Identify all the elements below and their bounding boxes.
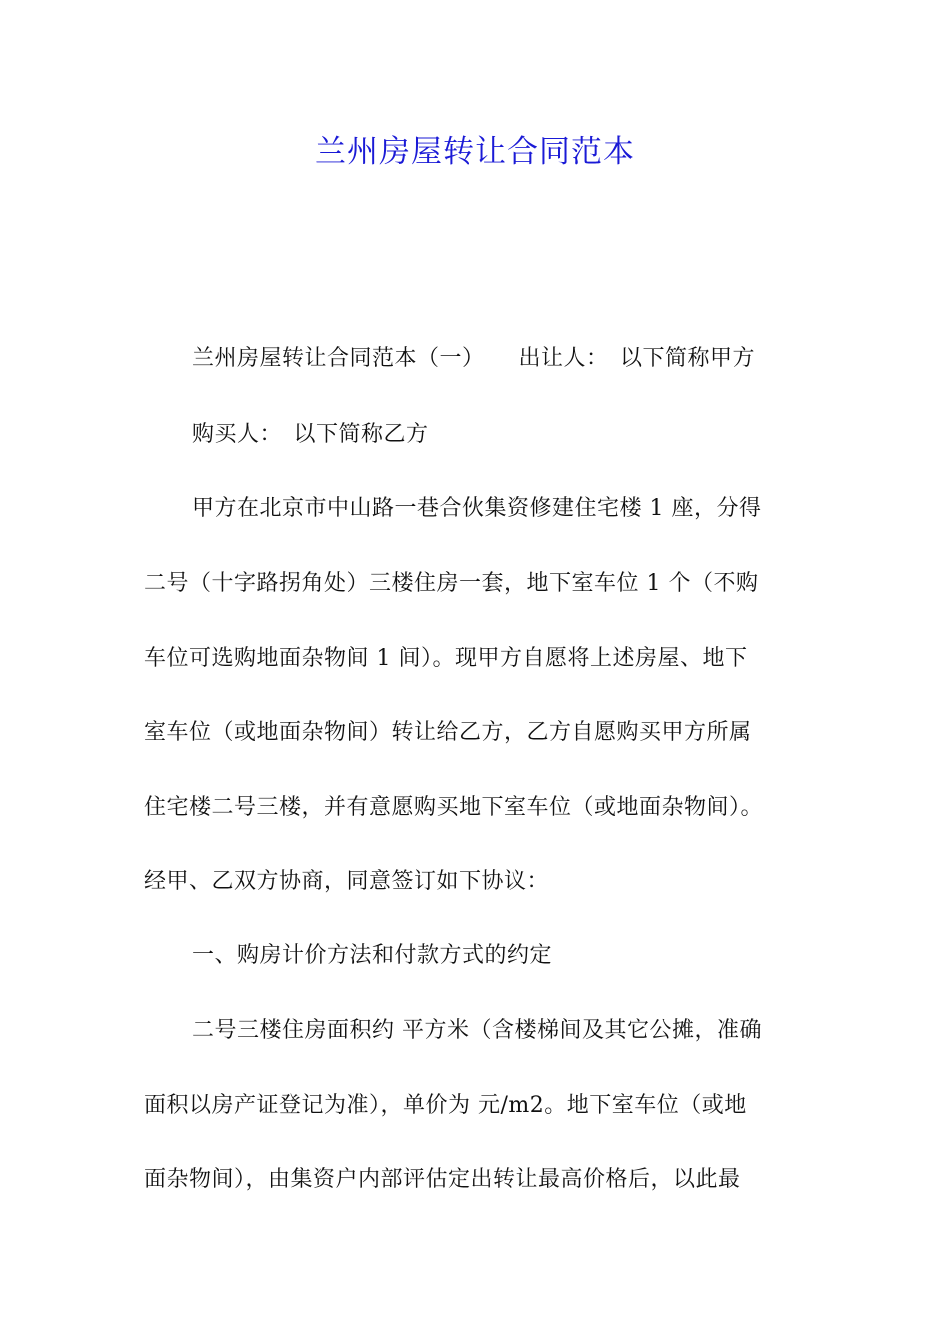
paragraph-line: 购买人： 以下简称乙方 bbox=[192, 422, 429, 447]
paragraph-line: 车位可选购地面杂物间 1 间）。现甲方自愿将上述房屋、地下 bbox=[144, 646, 748, 671]
paragraph-line: 室车位（或地面杂物间）转让给乙方，乙方自愿购买甲方所属 bbox=[144, 720, 752, 745]
document-title: 兰州房屋转让合同范本 bbox=[315, 134, 635, 170]
paragraph-line: 甲方在北京市中山路一巷合伙集资修建住宅楼 1 座，分得 bbox=[192, 496, 762, 521]
paragraph-line: 兰州房屋转让合同范本（一） 出让人： 以下简称甲方 bbox=[192, 346, 756, 371]
paragraph-line: 面积以房产证登记为准），单价为 元/m2。地下室车位（或地 bbox=[144, 1093, 747, 1118]
paragraph-line: 二号三楼住房面积约 平方米（含楼梯间及其它公摊，准确 bbox=[192, 1018, 762, 1043]
paragraph-line: 二号（十字路拐角处）三楼住房一套，地下室车位 1 个（不购 bbox=[144, 571, 759, 596]
paragraph-line: 面杂物间），由集资户内部评估定出转让最高价格后，以此最 bbox=[144, 1167, 741, 1192]
paragraph-line: 住宅楼二号三楼，并有意愿购买地下室车位（或地面杂物间）。 bbox=[144, 795, 764, 820]
section-heading: 一、购房计价方法和付款方式的约定 bbox=[192, 943, 553, 968]
paragraph-line: 经甲、乙双方协商，同意签订如下协议： bbox=[144, 869, 550, 894]
